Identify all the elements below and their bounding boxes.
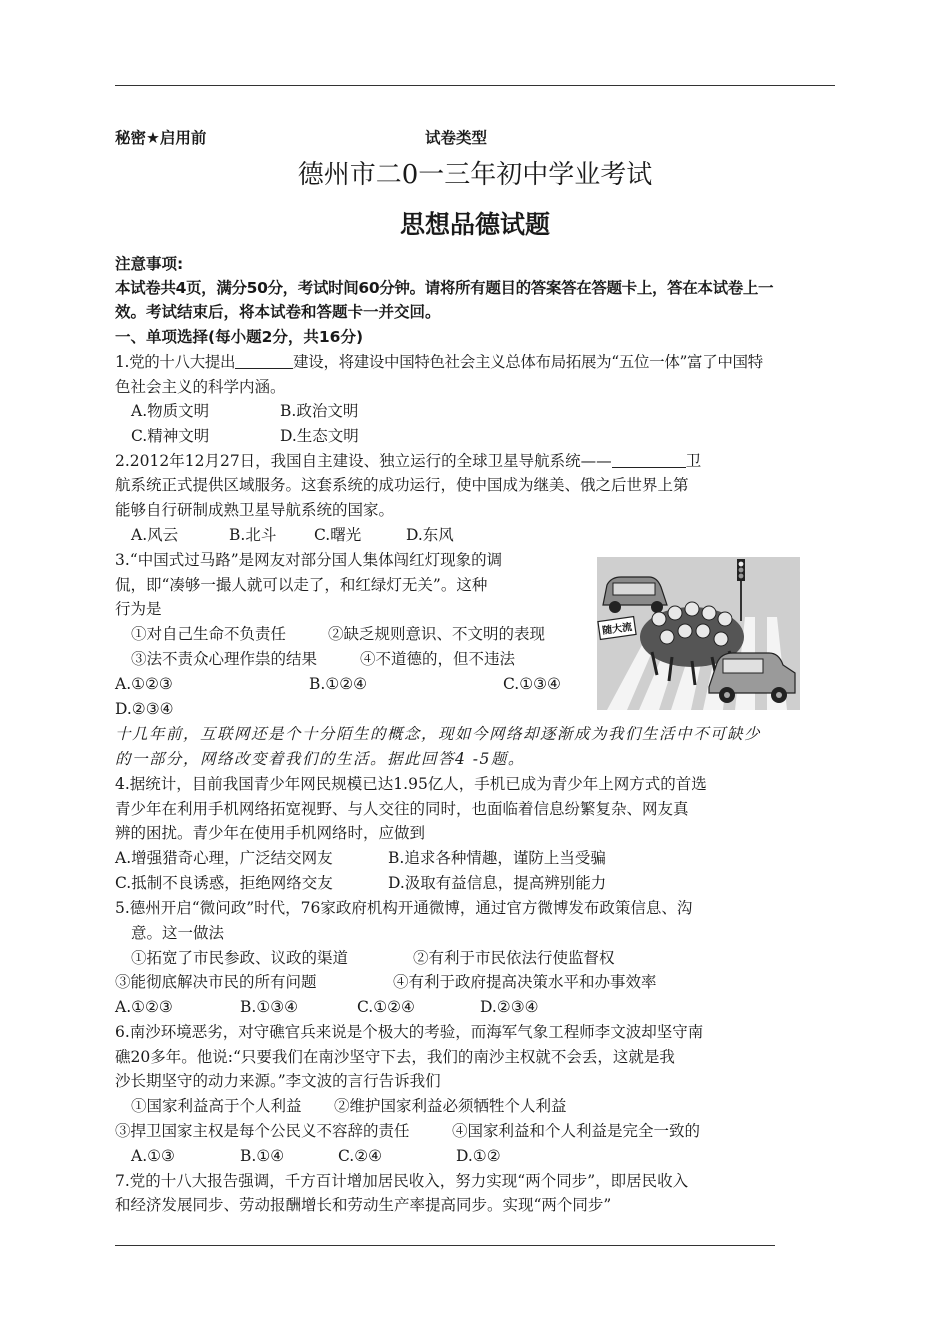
q5-statement-4: ④有利于政府提高决策水平和办事效率 [393, 973, 657, 991]
q5-statement-1: ①拓宽了市民参政、议政的渠道 [131, 949, 349, 967]
q3-option-d: D.②③④ [115, 700, 174, 718]
subject-title: 思想品德试题 [399, 210, 550, 239]
q6-statement-2: ②维护国家利益必须牺牲个人利益 [334, 1097, 567, 1115]
q1-stem-a: 1.党的十八大提出 [115, 353, 236, 371]
q5-option-c: C.①②④ [357, 998, 415, 1016]
q3-line-1: 3.“中国式过马路”是网友对部分国人集体闯红灯现象的调 [115, 551, 503, 569]
q4-line-2: 青少年在利用手机网络拓宽视野、与人交往的同时，也面临着信息纷繁复杂、网友真 [115, 800, 689, 818]
q2-stem-a: 2.2012年12月27日，我国自主建设、独立运行的全球卫星导航系统—— [115, 452, 612, 470]
q6-line-1: 6.南沙环境恶劣，对守礁官兵来说是个极大的考验，而海军气象工程师李文波却坚守南 [115, 1023, 704, 1041]
q5-statement-2: ②有利于市民依法行使监督权 [413, 949, 615, 967]
q6-line-3: 沙长期坚守的动力来源。”李文波的言行告诉我们 [115, 1072, 441, 1090]
q5-option-b: B.①③④ [240, 998, 299, 1016]
q2-line-3: 能够自行研制成熟卫星导航系统的国家。 [115, 501, 395, 519]
q1-option-c: C.精神文明 [131, 427, 210, 445]
q5-option-d: D.②③④ [480, 998, 539, 1016]
q7-line-2: 和经济发展同步、劳动报酬增长和劳动生产率提高同步。实现“两个同步” [115, 1196, 612, 1214]
q3-option-a: A.①②③ [115, 675, 173, 693]
q2-option-b: B.北斗 [229, 526, 277, 544]
q2-option-d: D.东风 [406, 526, 454, 544]
q4-option-a: A.增强猎奇心理，广泛结交网友 [115, 849, 333, 867]
q6-statement-1: ①国家利益高于个人利益 [131, 1097, 302, 1115]
q1-line-2: 色社会主义的科学内涵。 [115, 378, 286, 396]
jaywalking-cartoon-image [597, 557, 800, 710]
q2-line-2: 航系统正式提供区域服务。这套系统的成功运行，使中国成为继美、俄之后世界上第 [115, 476, 689, 494]
q4-option-b: B.追求各种情趣，谨防上当受骗 [388, 849, 606, 867]
q6-option-d: D.①② [456, 1147, 501, 1165]
q3-line-2: 侃，即“凑够一撮人就可以走了，和红绿灯无关”。这种 [115, 576, 488, 594]
q4-option-c: C.抵制不良诱惑，拒绝网络交友 [115, 874, 333, 892]
section-heading: 一、单项选择(每小题2分，共16分) [115, 328, 364, 346]
q6-statement-3: ③捍卫国家主权是每个公民义不容辞的责任 [115, 1122, 410, 1140]
q2-answer-blank [612, 451, 686, 468]
q2-option-c: C.曙光 [314, 526, 362, 544]
top-rule [115, 85, 835, 86]
q45-intro-line-1: 十几年前，互联网还是个十分陌生的概念，现如今网络却逐渐成为我们生活中不可缺少 [115, 725, 762, 743]
q6-line-2: 礁20多年。他说:“只要我们在南沙坚守下去，我们的南沙主权就不会丢，这就是我 [115, 1048, 675, 1066]
q3-statement-3: ③法不责众心理作祟的结果 [131, 650, 318, 668]
q4-line-1: 4.据统计，目前我国青少年网民规模已达1.95亿人，手机已成为青少年上网方式的首选 [115, 775, 707, 793]
q2-line-1 [115, 451, 701, 471]
q6-statement-4: ④国家利益和个人利益是完全一致的 [452, 1122, 701, 1140]
q5-line-2: 意。这一做法 [131, 924, 225, 942]
q5-line-1: 5.德州开启“微问政”时代，76家政府机构开通微博，通过官方微博发布政策信息、沟 [115, 899, 693, 917]
q3-line-3: 行为是 [115, 600, 162, 618]
q3-statement-4: ④不道德的，但不违法 [360, 650, 516, 668]
q4-option-d: D.汲取有益信息，提高辨别能力 [388, 874, 607, 892]
q3-statement-1: ①对自己生命不负责任 [131, 625, 287, 643]
bottom-rule [115, 1245, 775, 1246]
q3-option-c: C.①③④ [503, 675, 561, 693]
q2-option-a: A.风云 [131, 526, 179, 544]
secret-label: 秘密★启用前 [115, 129, 207, 147]
notes-heading: 注意事项: [115, 255, 184, 273]
notes-line-1: 本试卷共4页，满分50分，考试时间60分钟。请将所有题目的答案答在答题卡上，答在本试卷上一 [115, 279, 774, 297]
q6-option-c: C.②④ [338, 1147, 383, 1165]
q6-option-b: B.①④ [240, 1147, 285, 1165]
q3-option-b: B.①②④ [309, 675, 368, 693]
exam-title: 德州市二0一三年初中学业考试 [297, 160, 653, 190]
notes-line-2: 效。考试结束后，将本试卷和答题卡一并交回。 [115, 303, 441, 321]
q45-intro-line-2: 的一部分，网络改变着我们的生活。据此回答4 -5题。 [115, 750, 525, 768]
q4-line-3: 辨的困扰。青少年在使用手机网络时，应做到 [115, 824, 426, 842]
paper-type-label: 试卷类型 [425, 129, 488, 147]
q1-option-d: D.生态文明 [280, 427, 359, 445]
q1-answer-blank [235, 352, 293, 369]
q1-option-b: B.政治文明 [280, 402, 359, 420]
q5-option-a: A.①②③ [115, 998, 173, 1016]
q2-stem-b: 卫 [685, 452, 702, 470]
q1-line-1 [115, 352, 763, 372]
q1-option-a: A.物质文明 [131, 402, 210, 420]
q6-option-a: A.①③ [131, 1147, 175, 1165]
q3-statement-2: ②缺乏规则意识、不文明的表现 [328, 625, 546, 643]
crowd-sign-text: 随大流 [601, 621, 633, 638]
q1-stem-b: 建设，将建设中国特色社会主义总体布局拓展为“五位一体”富了中国特 [293, 353, 763, 371]
q7-line-1: 7.党的十八大报告强调，千方百计增加居民收入，努力实现“两个同步”，即居民收入 [115, 1172, 689, 1190]
q5-statement-3: ③能彻底解决市民的所有问题 [115, 973, 317, 991]
